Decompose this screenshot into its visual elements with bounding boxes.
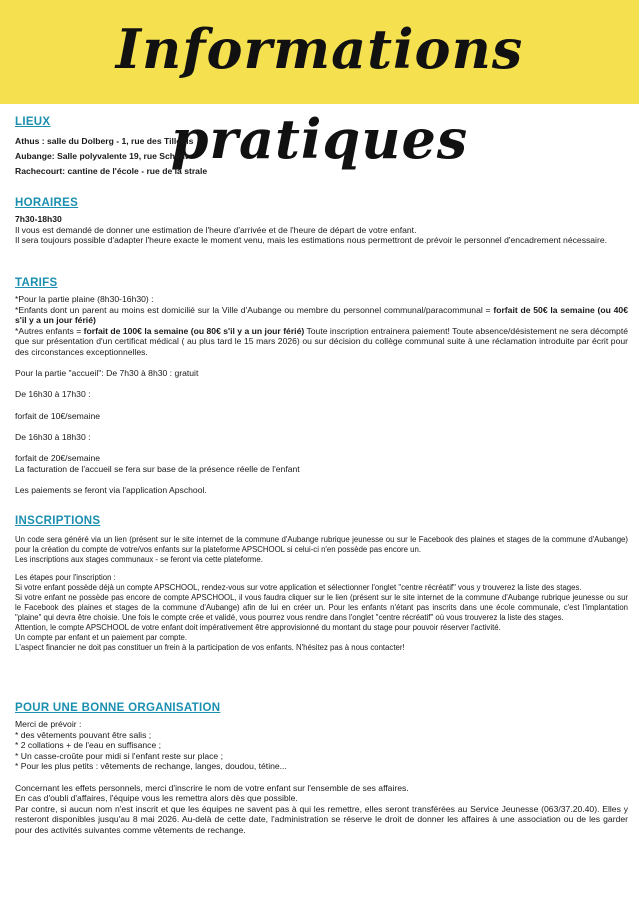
section-tarifs <box>15 277 628 495</box>
section-horaires <box>15 197 628 246</box>
horaires-estimation: Il vous est demandé de donner une estimation de l'heure d'arrivée et de l'heure de départ de votre enfant. <box>15 224 417 235</box>
list-item: * Pour les plus petits : vêtements de rechange, langes, doudou, tétine... <box>15 761 287 772</box>
tarifs-enfants-forfait: forfait de 50€ la semaine (ou 40€ s'il y a un jour férié) <box>15 304 628 326</box>
section-heading-tarifs: TARIFS <box>15 277 58 289</box>
tarifs-slot1-price: forfait de 10€/semaine <box>15 410 101 421</box>
lieu-rachecourt: Rachecourt: cantine de l'école - rue de la strale <box>15 166 208 176</box>
section-lieux <box>15 116 628 179</box>
horaires-time: 7h30-18h30 <box>15 214 62 224</box>
tarifs-autres-conditions: Toute inscription entrainera paiement! Toute absence/désistement ne sera décompté que sur présentation d'un certificat médical ( au plus tard le 15 mars 2026) ou sur décision du collège communal suite à une réclamation introduite par écrit pour des circonstances exceptionnelles. <box>15 325 629 357</box>
lieu-aubange: Aubange: Salle polyvalente 19, rue Schmit <box>15 151 188 161</box>
tarifs-autres-enfants <box>15 326 628 358</box>
inscriptions-plateforme: Les inscriptions aux stages communaux - se feront via cette plateforme. <box>15 555 263 564</box>
inscriptions-financier: L'aspect financier ne doit pas constituer un frein à la participation de vos enfants. N'hésitez pas à nous contacter! <box>15 643 405 652</box>
organisation-oubli: En cas d'oubli d'affaires, l'équipe vous les remettra alors dès que possible. <box>15 793 298 804</box>
section-heading-organisation: POUR UNE BONNE ORGANISATION <box>15 702 221 714</box>
section-heading-inscriptions: INSCRIPTIONS <box>15 515 101 527</box>
section-heading-horaires: HORAIRES <box>15 197 79 209</box>
list-item: * 2 collations + de l'eau en suffisance ; <box>15 740 162 751</box>
tarifs-slot2: De 16h30 à 18h30 : <box>15 431 91 442</box>
page-title: Informations pratiques <box>115 17 524 171</box>
inscriptions-etape-nouveau-compte: Si votre enfant ne possède pas encore de compte APSCHOOL, il vous faudra cliquer sur le lien (présent sur le site internet de la commune d'Aubange rubrique jeunesse ou sur le Facebook des plaines et stages de la commune d'Aubange) afin de lui en créer un. Pour les enfants n'étant pas inscrits dans une école communale, c'est l'implantation "plaine" qui devra être choisie. Une fois le compte crée et validé, vous pourrez vous rendre dans l'onglet "centre récréatif" où vous trouverez la liste des stages. <box>15 593 628 622</box>
section-inscriptions <box>15 515 628 653</box>
section-organisation <box>15 702 628 836</box>
organisation-intro: Merci de prévoir : <box>15 719 82 729</box>
tarifs-plaine-title: *Pour la partie plaine (8h30-16h30) : <box>15 294 154 304</box>
organisation-effets: Concernant les effets personnels, merci d'inscrire le nom de votre enfant sur l'ensemble de ses affaires. <box>15 782 409 793</box>
tarifs-accueil: Pour la partie "accueil": De 7h30 à 8h30 : gratuit <box>15 368 199 379</box>
section-heading-lieux: LIEUX <box>15 116 51 128</box>
horaires-adaptation: Il sera toujours possible d'adapter l'heure exacte le moment venu, mais les estimations nous permettront de prévoir le personnel d'encadrement nécessaire. <box>15 235 607 246</box>
inscriptions-etape-compte-existant: Si votre enfant possède déjà un compte APSCHOOL, rendez-vous sur votre application et sélectionner l'onglet "centre récréatif" vous y trouverez la liste des stages. <box>15 583 582 592</box>
inscriptions-etapes-title: Les étapes pour l'inscription : <box>15 573 116 582</box>
tarifs-slot2-price: forfait de 20€/semaine <box>15 452 101 463</box>
tarifs-autres-text: *Autres enfants = <box>15 325 84 336</box>
tarifs-autres-forfait: forfait de 100€ la semaine (ou 80€ s'il y a un jour férié) <box>83 325 305 336</box>
tarifs-slot1: De 16h30 à 17h30 : <box>15 389 91 400</box>
list-item: * Un casse-croûte pour midi si l'enfant reste sur place ; <box>15 750 223 761</box>
lieu-athus: Athus : salle du Dolberg - 1, rue des Tilleuls <box>15 136 194 146</box>
organisation-service: Par contre, si aucun nom n'est inscrit et que les équipes ne savent pas à qui les remettre, elles seront transférées au Service Jeunesse (063/37.20.40). Elles y resteront disponibles jusqu'au 8 mai 2026. Au-delà de cette date, l'administration se réserve le droit de donner les affaires à une association ou de les garder pour des activités suivantes comme vêtements de rechange. <box>15 803 628 835</box>
tarifs-facturation: La facturation de l'accueil se fera sur base de la présence réelle de l'enfant <box>15 463 300 474</box>
inscriptions-compte: Un compte par enfant et un paiement par compte. <box>15 633 188 642</box>
inscriptions-code: Un code sera généré via un lien (présent sur le site internet de la commune d'Aubange rubrique jeunesse ou sur le Facebook des plaines et stages de la commune d'Aubange) pour la création du compte de votre/vos enfants sur la plateforme APSCHOOL si celui-ci n'en possède pas encore un. <box>15 535 628 554</box>
tarifs-paiements: Les paiements se feront via l'application Apschool. <box>15 484 207 495</box>
tarifs-enfants-text: *Enfants dont un parent au moins est domicilié sur la Ville d'Aubange ou membre du personnel communal/paracommunal = <box>15 304 494 315</box>
inscriptions-attention: Attention, le compte APSCHOOL de votre enfant doit impérativement être approvisionné du montant du stage pour pouvoir réserver l'activité. <box>15 623 501 632</box>
tarifs-enfants-domicilies <box>15 305 628 326</box>
list-item: * des vêtements pouvant être salis ; <box>15 729 152 740</box>
